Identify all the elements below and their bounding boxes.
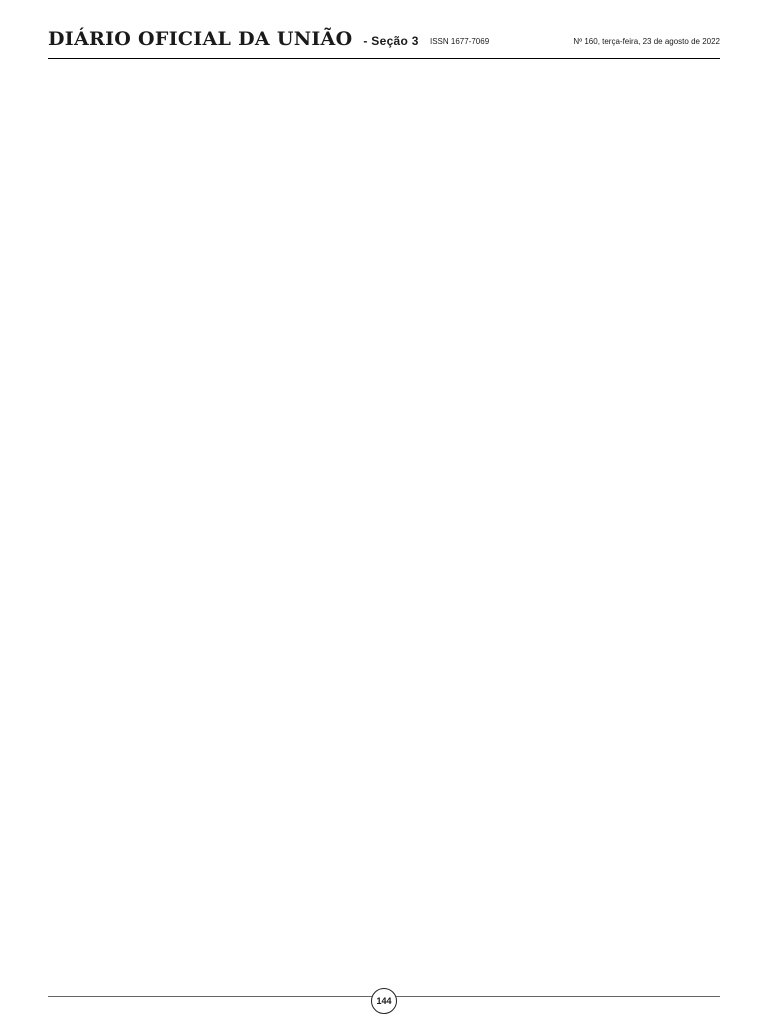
- page-header: [48, 28, 720, 59]
- masthead: [48, 28, 419, 50]
- page-number: 144: [371, 988, 397, 1014]
- page-footer: [48, 996, 720, 1019]
- section-label: - Seção 3: [363, 34, 419, 48]
- issn: ISSN 1677-7069: [430, 37, 490, 46]
- masthead-title: DIÁRIO OFICIAL DA UNIÃO: [48, 28, 353, 50]
- edition-info: Nº 160, terça-feira, 23 de agosto de 2022: [573, 37, 720, 46]
